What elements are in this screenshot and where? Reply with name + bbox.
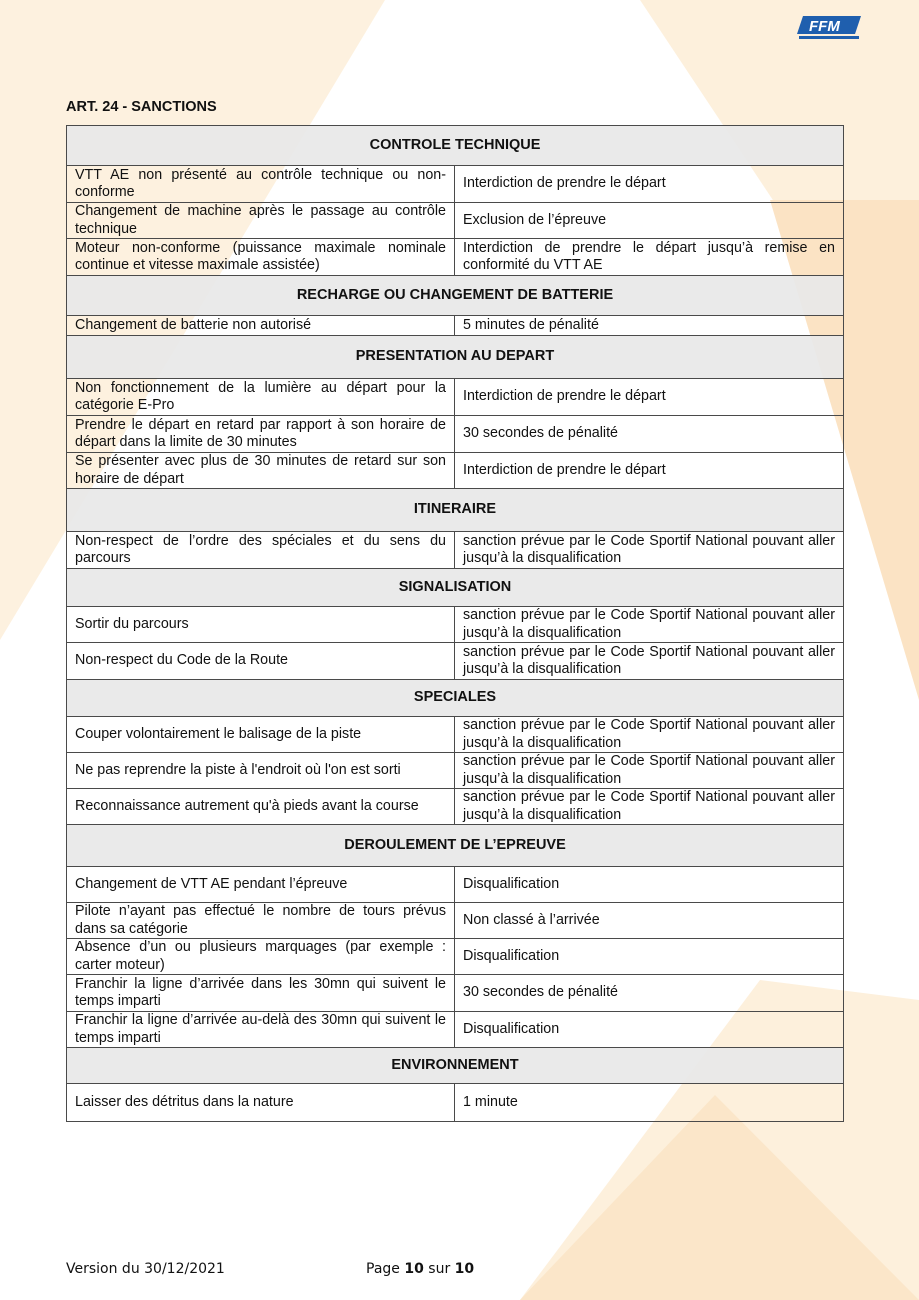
section-title-presentation-depart: PRESENTATION AU DEPART: [67, 336, 844, 379]
infraction-cell: Changement de machine après le passage au contrôle technique: [67, 203, 455, 239]
table-row: [67, 867, 844, 903]
table-row: [67, 717, 844, 753]
sanction-cell: 5 minutes de pénalité: [455, 316, 844, 336]
infraction-cell: VTT AE non présenté au contrôle technique ou non-conforme: [67, 166, 455, 203]
table-row: [67, 643, 844, 680]
infraction-cell: Prendre le départ en retard par rapport à son horaire de départ dans la limite de 30 minutes: [67, 416, 455, 453]
section-title-controle-technique: CONTROLE TECHNIQUE: [67, 126, 844, 166]
infraction-cell: Changement de batterie non autorisé: [67, 316, 455, 336]
infraction-cell: Couper volontairement le balisage de la piste: [67, 717, 455, 753]
article-title: ART. 24 - SANCTIONS: [66, 99, 217, 115]
table-row: [67, 166, 844, 203]
table-row: [67, 379, 844, 416]
table-row: [67, 416, 844, 453]
page-total: 10: [454, 1261, 475, 1277]
logo-text: FFM: [809, 18, 840, 35]
table-row: [67, 903, 844, 939]
sanction-cell: sanction prévue par le Code Sportif National pouvant aller jusqu’à la disqualification: [455, 643, 844, 680]
sanction-cell: Disqualification: [455, 867, 844, 903]
table-row: [67, 939, 844, 975]
section-title-speciales: SPECIALES: [67, 680, 844, 717]
table-row: [67, 607, 844, 643]
page-prefix: Page: [366, 1261, 405, 1277]
infraction-cell: Absence d’un ou plusieurs marquages (par exemple : carter moteur): [67, 939, 455, 975]
page-current: 10: [404, 1261, 424, 1277]
sanction-cell: Interdiction de prendre le départ: [455, 379, 844, 416]
page-separator: sur: [423, 1261, 455, 1277]
table-row: [67, 239, 844, 276]
table-row: [67, 203, 844, 239]
sanction-cell: sanction prévue par le Code Sportif National pouvant aller jusqu’à la disqualification: [455, 789, 844, 825]
sanction-cell: Disqualification: [455, 939, 844, 975]
table-row: [67, 789, 844, 825]
table-row: [67, 532, 844, 569]
sanction-cell: sanction prévue par le Code Sportif National pouvant aller jusqu’à la disqualification: [455, 532, 844, 569]
sanction-cell: Interdiction de prendre le départ: [455, 166, 844, 203]
table-row: [67, 1084, 844, 1122]
sanction-cell: 30 secondes de pénalité: [455, 975, 844, 1012]
infraction-cell: Franchir la ligne d’arrivée au-delà des 30mn qui suivent le temps imparti: [67, 1012, 455, 1048]
section-title-deroulement-epreuve: DEROULEMENT DE L’EPREUVE: [67, 825, 844, 867]
sanction-cell: sanction prévue par le Code Sportif National pouvant aller jusqu’à la disqualification: [455, 717, 844, 753]
sanction-cell: Interdiction de prendre le départ: [455, 453, 844, 489]
sanction-cell: Non classé à l’arrivée: [455, 903, 844, 939]
table-row: [67, 316, 844, 336]
infraction-cell: Moteur non-conforme (puissance maximale nominale continue et vitesse maximale assistée): [67, 239, 455, 276]
section-title-itineraire: ITINERAIRE: [67, 489, 844, 532]
infraction-cell: Non-respect de l’ordre des spéciales et du sens du parcours: [67, 532, 455, 569]
infraction-cell: Franchir la ligne d’arrivée dans les 30mn qui suivent le temps imparti: [67, 975, 455, 1012]
sanction-cell: sanction prévue par le Code Sportif National pouvant aller jusqu’à la disqualification: [455, 607, 844, 643]
infraction-cell: Reconnaissance autrement qu'à pieds avant la course: [67, 789, 455, 825]
sanction-cell: Interdiction de prendre le départ jusqu’à remise en conformité du VTT AE: [455, 239, 844, 276]
infraction-cell: Se présenter avec plus de 30 minutes de retard sur son horaire de départ: [67, 453, 455, 489]
infraction-cell: Changement de VTT AE pendant l’épreuve: [67, 867, 455, 903]
infraction-cell: Non fonctionnement de la lumière au départ pour la catégorie E-Pro: [67, 379, 455, 416]
section-title-signalisation: SIGNALISATION: [67, 569, 844, 607]
sanction-cell: 30 secondes de pénalité: [455, 416, 844, 453]
sanction-cell: Disqualification: [455, 1012, 844, 1048]
table-row: [67, 1012, 844, 1048]
ffm-logo: [797, 14, 863, 42]
table-row: [67, 975, 844, 1012]
sanctions-table: [66, 125, 844, 1122]
footer-version: Version du 30/12/2021: [66, 1261, 225, 1277]
section-title-environnement: ENVIRONNEMENT: [67, 1048, 844, 1084]
infraction-cell: Pilote n’ayant pas effectué le nombre de tours prévus dans sa catégorie: [67, 903, 455, 939]
footer-page-number: [366, 1261, 474, 1277]
sanction-cell: Exclusion de l’épreuve: [455, 203, 844, 239]
table-row: [67, 453, 844, 489]
infraction-cell: Non-respect du Code de la Route: [67, 643, 455, 680]
infraction-cell: Laisser des détritus dans la nature: [67, 1084, 455, 1122]
table-row: [67, 753, 844, 789]
infraction-cell: Sortir du parcours: [67, 607, 455, 643]
sanction-cell: sanction prévue par le Code Sportif National pouvant aller jusqu’à la disqualification: [455, 753, 844, 789]
infraction-cell: Ne pas reprendre la piste à l'endroit où l'on est sorti: [67, 753, 455, 789]
section-title-recharge-batterie: RECHARGE OU CHANGEMENT DE BATTERIE: [67, 276, 844, 316]
sanction-cell: 1 minute: [455, 1084, 844, 1122]
